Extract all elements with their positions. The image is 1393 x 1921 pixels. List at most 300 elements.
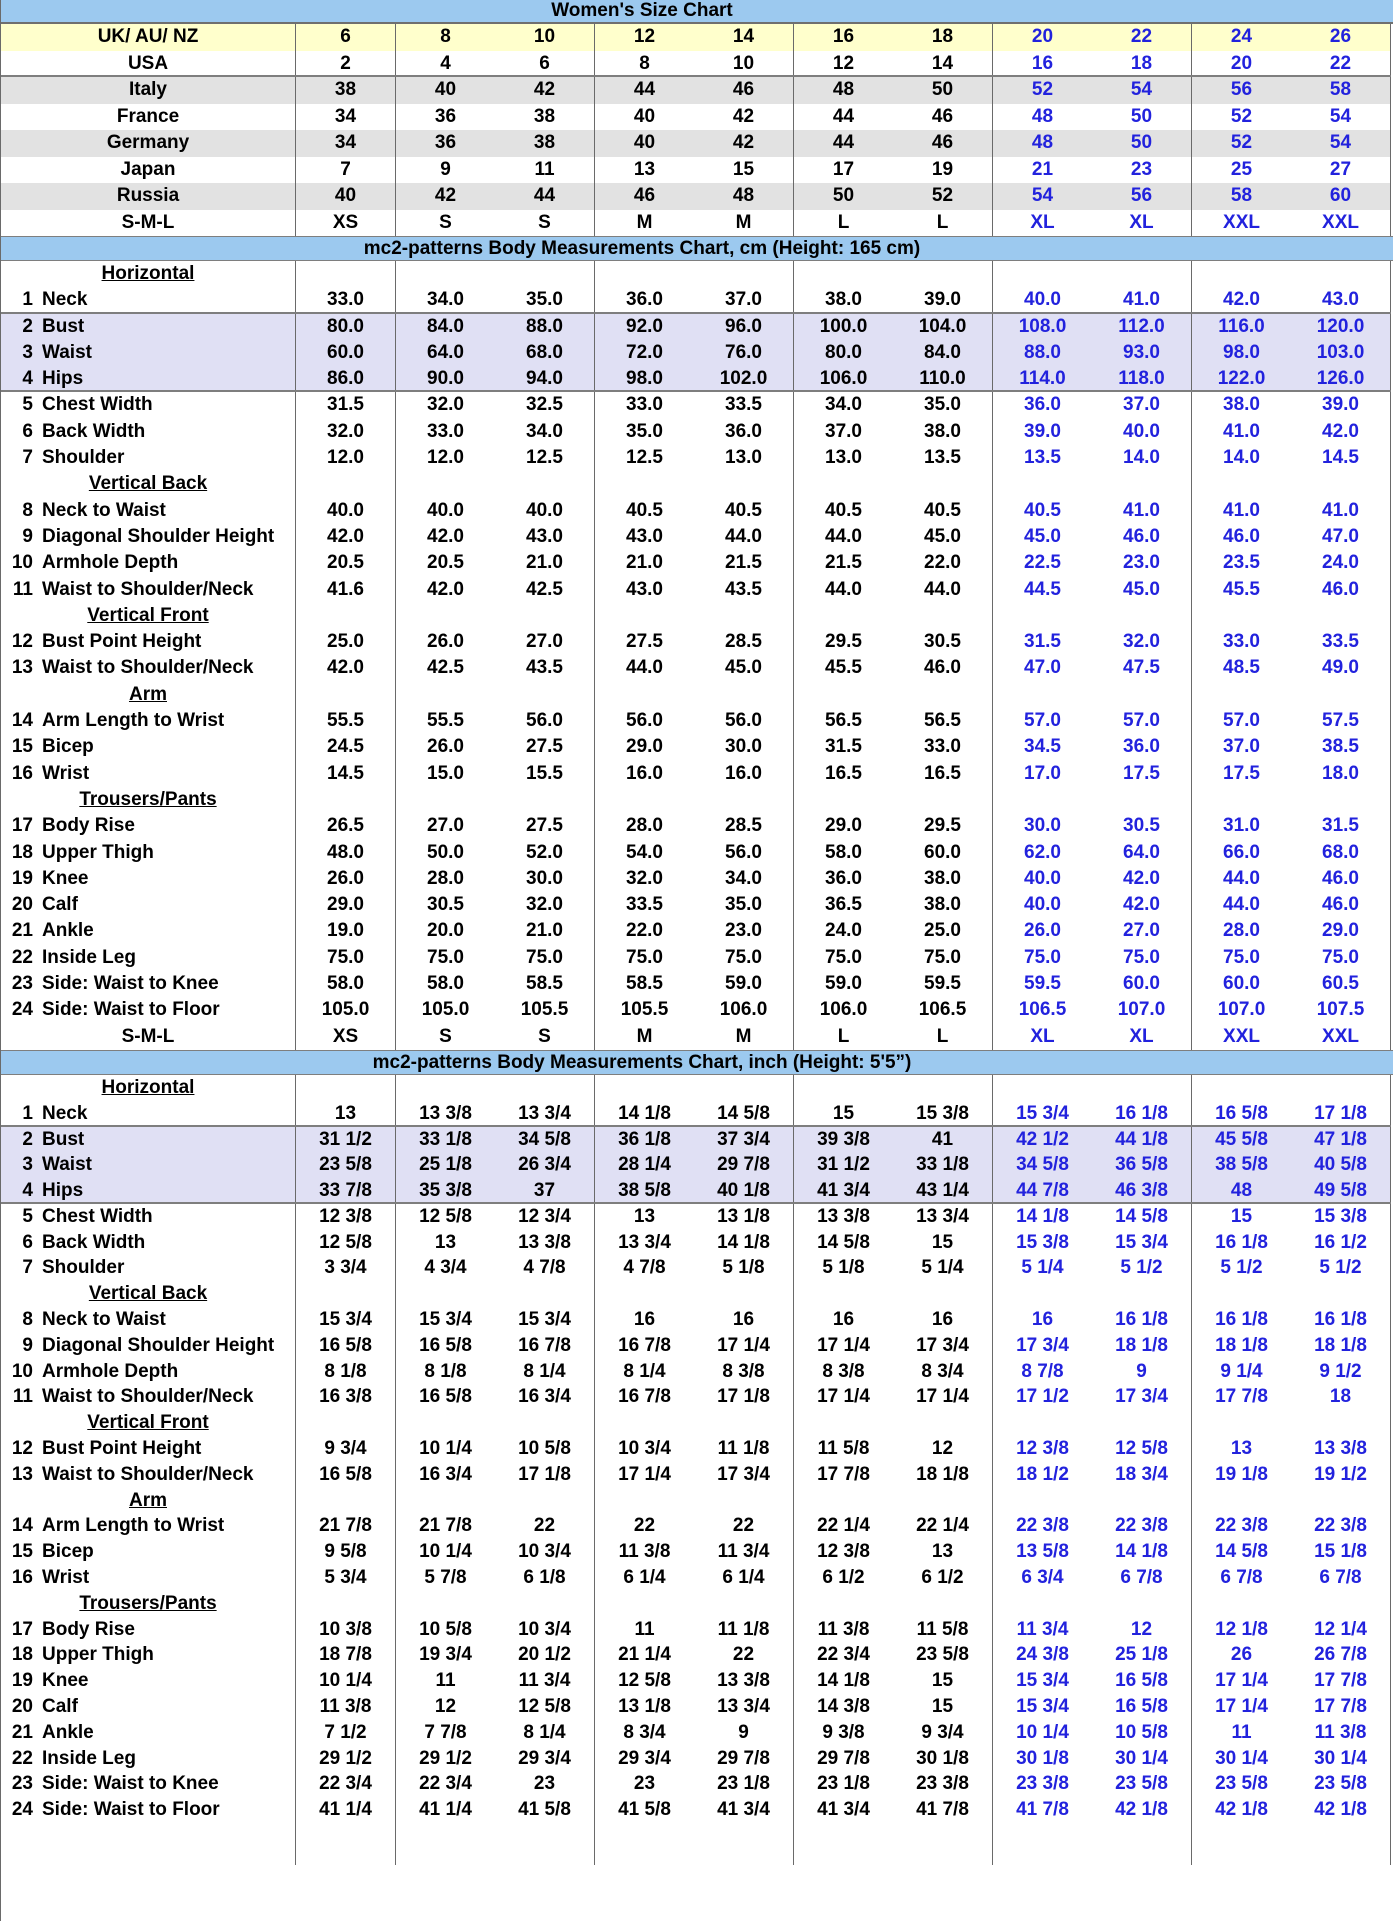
value-cell: 45.0 bbox=[893, 524, 993, 550]
row-name: Neck to Waist bbox=[42, 499, 166, 521]
row-number: 10 bbox=[11, 1360, 33, 1382]
value-cell: 9 1/4 bbox=[1220, 1360, 1263, 1382]
row-bicep bbox=[1, 1539, 1391, 1565]
row-germany bbox=[1, 130, 1391, 157]
value-cell: 29 7/8 bbox=[817, 1747, 870, 1769]
value-cell bbox=[595, 787, 694, 813]
value-cell: 16 7/8 bbox=[618, 1334, 671, 1356]
value-cell: 8 3/4 bbox=[893, 1359, 993, 1385]
row-hips bbox=[1, 366, 1391, 392]
value-cell: 30.0 bbox=[694, 734, 794, 760]
section-row-vertical-front bbox=[1, 1410, 1391, 1436]
value-cell: 29 7/8 bbox=[694, 1152, 794, 1178]
value-cell: 23 5/8 bbox=[893, 1642, 993, 1668]
row-name: Waist bbox=[42, 341, 92, 363]
value-cell bbox=[993, 1591, 1092, 1617]
value-cell: 37.0 bbox=[694, 287, 794, 311]
value-cell: 7 1/2 bbox=[296, 1720, 396, 1746]
row-italy bbox=[1, 77, 1391, 104]
value-cell: 114.0 bbox=[1019, 368, 1066, 390]
value-cell: 48 bbox=[694, 183, 794, 210]
value-cell: 34.0 bbox=[694, 866, 794, 892]
value-cell: 34.0 bbox=[825, 394, 862, 416]
row-name: Ankle bbox=[42, 920, 94, 942]
row-label bbox=[1, 708, 296, 734]
value-cell bbox=[993, 1823, 1092, 1865]
row-label bbox=[1, 1101, 296, 1125]
row-name: Bust bbox=[42, 315, 85, 337]
row-arm-length-to-wrist bbox=[1, 1513, 1391, 1539]
value-cell: 50 bbox=[832, 185, 855, 206]
value-cell: 22 bbox=[694, 1642, 794, 1668]
section-row-vertical-back bbox=[1, 471, 1391, 497]
value-cell: 14.0 bbox=[1223, 447, 1260, 469]
row-number: 13 bbox=[11, 657, 33, 679]
value-cell: 8 7/8 bbox=[1021, 1360, 1064, 1382]
row-label: UK/ AU/ NZ bbox=[1, 24, 296, 51]
value-cell: 58.0 bbox=[296, 971, 396, 997]
value-cell: 75.0 bbox=[1024, 946, 1061, 968]
value-cell: 29.0 bbox=[825, 815, 862, 837]
row-name: Waist to Shoulder/Neck bbox=[42, 657, 254, 679]
row-label: S-M-L bbox=[1, 210, 296, 237]
value-cell bbox=[296, 682, 396, 708]
value-cell: 9 3/4 bbox=[893, 1720, 993, 1746]
value-cell: 29 3/4 bbox=[495, 1746, 595, 1772]
value-cell: 6 7/8 bbox=[1220, 1567, 1263, 1589]
value-cell bbox=[396, 1488, 495, 1514]
row-name: Inside Leg bbox=[42, 1747, 136, 1769]
value-cell bbox=[694, 261, 794, 287]
value-cell: 44 1/8 bbox=[1092, 1127, 1192, 1153]
value-cell: 40.5 bbox=[893, 498, 993, 524]
value-cell: 50 bbox=[1092, 104, 1192, 131]
value-cell: 9 5/8 bbox=[296, 1539, 396, 1565]
value-cell: 50.0 bbox=[427, 841, 464, 863]
value-cell bbox=[694, 1823, 794, 1865]
value-cell: 42.0 bbox=[296, 524, 396, 550]
row-waist-to-shoulder-neck bbox=[1, 1462, 1391, 1488]
row-label bbox=[1, 1281, 296, 1307]
value-cell: 44 7/8 bbox=[1016, 1180, 1069, 1202]
value-cell: 6 7/8 bbox=[1092, 1565, 1192, 1591]
value-cell bbox=[1092, 787, 1192, 813]
value-cell: 11 3/8 bbox=[1291, 1720, 1391, 1746]
row-russia bbox=[1, 183, 1391, 210]
value-cell: 44.0 bbox=[893, 577, 993, 603]
value-cell: 62.0 bbox=[1024, 841, 1061, 863]
value-cell: 16 bbox=[1031, 52, 1054, 74]
value-cell: 12 bbox=[832, 52, 855, 74]
value-cell: 14 1/8 bbox=[817, 1670, 870, 1692]
row-waist bbox=[1, 1152, 1391, 1178]
value-cell: 86.0 bbox=[296, 366, 396, 390]
value-cell: 26.5 bbox=[296, 813, 396, 839]
inch-chart-title: mc2-patterns Body Measurements Chart, inch (Height: 5'5”) bbox=[1, 1050, 1393, 1075]
value-cell: 10 5/8 bbox=[495, 1436, 595, 1462]
value-cell: 42.5 bbox=[495, 577, 595, 603]
row-label bbox=[1, 682, 296, 708]
value-cell: 21.0 bbox=[495, 918, 595, 944]
value-cell: 22 1/4 bbox=[893, 1513, 993, 1539]
value-cell: 30.5 bbox=[893, 629, 993, 655]
value-cell: 42.0 bbox=[296, 655, 396, 681]
value-cell: 18 bbox=[1092, 51, 1192, 76]
value-cell bbox=[495, 603, 595, 629]
row-number: 2 bbox=[22, 315, 33, 337]
row-label bbox=[1, 261, 296, 287]
row-label bbox=[1, 1152, 296, 1178]
value-cell bbox=[794, 787, 893, 813]
value-cell: 15 bbox=[694, 157, 794, 184]
value-cell: 42.0 bbox=[1291, 419, 1391, 445]
value-cell: 41 5/8 bbox=[618, 1799, 671, 1821]
value-cell: 42.5 bbox=[427, 657, 464, 679]
value-cell: 107.0 bbox=[1217, 999, 1266, 1021]
value-cell: 38.5 bbox=[1291, 734, 1391, 760]
row-number: 10 bbox=[11, 552, 33, 574]
value-cell: 40.0 bbox=[1024, 894, 1061, 916]
value-cell bbox=[1291, 1075, 1391, 1101]
value-cell: 40.5 bbox=[694, 498, 794, 524]
row-label bbox=[1, 1307, 296, 1333]
value-cell: 88.0 bbox=[1024, 341, 1061, 363]
value-cell: 118.0 bbox=[1092, 366, 1192, 390]
row-name: Neck bbox=[42, 1102, 88, 1124]
value-cell: 31 1/2 bbox=[296, 1127, 396, 1153]
row-japan bbox=[1, 157, 1391, 184]
value-cell: 15.5 bbox=[495, 761, 595, 787]
value-cell: 13.5 bbox=[893, 445, 993, 471]
value-cell: 23 bbox=[495, 1771, 595, 1797]
value-cell: 75.0 bbox=[296, 945, 396, 971]
value-cell: 11 3/8 bbox=[817, 1618, 870, 1640]
value-cell: 47.5 bbox=[1092, 655, 1192, 681]
value-cell bbox=[993, 1488, 1092, 1514]
row-name: Ankle bbox=[42, 1721, 94, 1743]
value-cell bbox=[296, 1591, 396, 1617]
value-cell: 54.0 bbox=[626, 841, 663, 863]
value-cell: 57.5 bbox=[1291, 708, 1391, 734]
value-cell bbox=[993, 1410, 1092, 1436]
row-number: 1 bbox=[22, 289, 33, 311]
value-cell: 12.5 bbox=[626, 447, 663, 469]
row-body-rise bbox=[1, 813, 1391, 839]
row-number: 3 bbox=[22, 1154, 33, 1176]
row-neck bbox=[1, 1101, 1391, 1127]
row-label bbox=[1, 1539, 296, 1565]
value-cell: 16 bbox=[832, 26, 855, 47]
value-cell: 40.5 bbox=[626, 499, 663, 521]
value-cell bbox=[595, 471, 694, 497]
value-cell bbox=[296, 1410, 396, 1436]
value-cell: 105.0 bbox=[296, 997, 396, 1023]
value-cell: 32.0 bbox=[427, 394, 464, 416]
value-cell bbox=[893, 787, 993, 813]
value-cell bbox=[694, 471, 794, 497]
value-cell: 17 1/4 bbox=[817, 1334, 870, 1356]
value-cell bbox=[396, 787, 495, 813]
row-ankle bbox=[1, 918, 1391, 944]
row-label: Germany bbox=[1, 130, 296, 157]
value-cell bbox=[1192, 1410, 1291, 1436]
value-cell: 56 bbox=[1092, 183, 1192, 210]
value-cell: 11 5/8 bbox=[893, 1617, 993, 1643]
value-cell: 17 1/2 bbox=[1016, 1386, 1069, 1408]
value-cell: 22 3/8 bbox=[1215, 1515, 1268, 1537]
row-label bbox=[1, 603, 296, 629]
row-number: 20 bbox=[11, 1696, 33, 1718]
value-cell: 13.5 bbox=[1024, 447, 1061, 469]
value-cell: XXL bbox=[1223, 211, 1260, 233]
value-cell: 36 bbox=[434, 105, 457, 127]
value-cell bbox=[794, 1823, 893, 1865]
row-empty bbox=[1, 1823, 1391, 1865]
value-cell: 22 bbox=[1291, 51, 1391, 76]
value-cell: 9 3/4 bbox=[296, 1436, 396, 1462]
row-name: Body Rise bbox=[42, 1618, 135, 1640]
value-cell: 56.0 bbox=[694, 708, 794, 734]
value-cell: S bbox=[495, 1024, 595, 1050]
value-cell: 52 bbox=[1031, 79, 1054, 100]
row-name: Chest Width bbox=[42, 1205, 153, 1227]
row-label bbox=[1, 471, 296, 497]
value-cell: 11 3/4 bbox=[495, 1668, 595, 1694]
value-cell: 27.0 bbox=[495, 629, 595, 655]
value-cell bbox=[396, 471, 495, 497]
value-cell: 41 3/4 bbox=[817, 1799, 870, 1821]
value-cell bbox=[1291, 1591, 1391, 1617]
value-cell bbox=[495, 471, 595, 497]
value-cell: 20.0 bbox=[427, 920, 464, 942]
value-cell: 45.5 bbox=[825, 657, 862, 679]
row-calf bbox=[1, 892, 1391, 918]
value-cell: 22 3/4 bbox=[419, 1773, 472, 1795]
row-number: 6 bbox=[22, 1231, 33, 1253]
row-upper-thigh bbox=[1, 1642, 1391, 1668]
row-neck-to-waist bbox=[1, 1307, 1391, 1333]
value-cell: 48 bbox=[1031, 105, 1054, 127]
row-name: Waist bbox=[42, 1154, 92, 1176]
value-cell: 11 bbox=[634, 1618, 655, 1640]
value-cell: 29 3/4 bbox=[618, 1747, 671, 1769]
value-cell: 13 3/8 bbox=[1291, 1436, 1391, 1462]
row-number: 4 bbox=[22, 1180, 33, 1202]
value-cell bbox=[495, 1075, 595, 1101]
value-cell: 29 7/8 bbox=[694, 1746, 794, 1772]
value-cell: 30.5 bbox=[427, 894, 464, 916]
value-cell: 107.0 bbox=[1092, 997, 1192, 1023]
value-cell: 45 5/8 bbox=[1215, 1128, 1268, 1150]
row-usa bbox=[1, 51, 1391, 78]
row-number: 20 bbox=[11, 894, 33, 916]
value-cell bbox=[893, 1591, 993, 1617]
row-neck-to-waist bbox=[1, 498, 1391, 524]
value-cell: 15 bbox=[893, 1230, 993, 1256]
value-cell: 25 1/8 bbox=[1092, 1642, 1192, 1668]
value-cell: 46 3/8 bbox=[1092, 1178, 1192, 1202]
row-label bbox=[1, 1230, 296, 1256]
value-cell: 18 3/4 bbox=[1092, 1462, 1192, 1488]
value-cell bbox=[1291, 1410, 1391, 1436]
section-row-horizontal bbox=[1, 1075, 1391, 1101]
value-cell bbox=[296, 1823, 396, 1865]
value-cell: 14 5/8 bbox=[694, 1101, 794, 1125]
value-cell: 36.0 bbox=[694, 419, 794, 445]
value-cell: 33.0 bbox=[626, 394, 663, 416]
value-cell: 12 5/8 bbox=[296, 1230, 396, 1256]
value-cell: 11 1/8 bbox=[694, 1617, 794, 1643]
value-cell: 11 3/8 bbox=[296, 1694, 396, 1720]
value-cell: 16 1/8 bbox=[1092, 1101, 1192, 1125]
value-cell: 41 7/8 bbox=[1016, 1799, 1069, 1821]
value-cell bbox=[296, 787, 396, 813]
row-chest-width bbox=[1, 1204, 1391, 1230]
row-number: 8 bbox=[22, 1309, 33, 1331]
value-cell: 33.0 bbox=[1223, 631, 1260, 653]
value-cell: 12.0 bbox=[427, 447, 464, 469]
value-cell: 55.5 bbox=[296, 708, 396, 734]
value-cell bbox=[495, 1591, 595, 1617]
value-cell bbox=[296, 1281, 396, 1307]
value-cell bbox=[1092, 1823, 1192, 1865]
row-number: 13 bbox=[11, 1463, 33, 1485]
row-label bbox=[1, 314, 296, 340]
row-shoulder bbox=[1, 1255, 1391, 1281]
row-ankle bbox=[1, 1720, 1391, 1746]
row-name: Knee bbox=[42, 1670, 89, 1692]
value-cell: 100.0 bbox=[819, 315, 868, 337]
value-cell: 16.5 bbox=[825, 762, 862, 784]
row-france bbox=[1, 104, 1391, 131]
value-cell: 14 bbox=[893, 51, 993, 76]
value-cell: 15 bbox=[1230, 1205, 1253, 1227]
value-cell: 19 bbox=[893, 157, 993, 184]
row-label bbox=[1, 1075, 296, 1101]
value-cell: 103.0 bbox=[1291, 340, 1391, 366]
value-cell bbox=[694, 1410, 794, 1436]
value-cell bbox=[1192, 261, 1291, 287]
value-cell: 33.0 bbox=[893, 734, 993, 760]
row-label: Japan bbox=[1, 157, 296, 184]
value-cell: 28.0 bbox=[1223, 920, 1260, 942]
value-cell: 16 5/8 bbox=[1092, 1694, 1192, 1720]
value-cell bbox=[296, 1075, 396, 1101]
row-number: 21 bbox=[11, 1721, 33, 1743]
value-cell bbox=[794, 682, 893, 708]
row-label bbox=[1, 1823, 296, 1865]
value-cell: 26.0 bbox=[427, 736, 464, 758]
value-cell: 17 1/4 bbox=[817, 1386, 870, 1408]
value-cell: 15 1/8 bbox=[1291, 1539, 1391, 1565]
value-cell: 9 bbox=[440, 158, 451, 180]
value-cell bbox=[1192, 1488, 1291, 1514]
value-cell bbox=[296, 471, 396, 497]
value-cell bbox=[993, 471, 1092, 497]
value-cell: 19 1/8 bbox=[1215, 1463, 1268, 1485]
value-cell: 42 1/8 bbox=[1092, 1797, 1192, 1823]
value-cell: 42 bbox=[495, 77, 595, 104]
row-label bbox=[1, 340, 296, 366]
value-cell: XL bbox=[1030, 1025, 1055, 1047]
value-cell: 10 bbox=[694, 51, 794, 76]
value-cell: 16.0 bbox=[626, 762, 663, 784]
value-cell: 9 bbox=[1092, 1359, 1192, 1385]
row-name: Back Width bbox=[42, 1231, 146, 1253]
row-label bbox=[1, 1384, 296, 1410]
value-cell bbox=[595, 1075, 694, 1101]
value-cell: 29.0 bbox=[1291, 918, 1391, 944]
value-cell: 29.5 bbox=[825, 631, 862, 653]
value-cell: 15.0 bbox=[427, 762, 464, 784]
value-cell: 42.0 bbox=[1223, 289, 1260, 311]
row-name: Back Width bbox=[42, 420, 146, 442]
value-cell: 42 1/2 bbox=[1016, 1128, 1069, 1150]
value-cell: 75.0 bbox=[1092, 945, 1192, 971]
value-cell: 98.0 bbox=[1223, 341, 1260, 363]
value-cell: 23 5/8 bbox=[1092, 1771, 1192, 1797]
value-cell: 38.0 bbox=[1223, 394, 1260, 416]
value-cell: 33.0 bbox=[427, 420, 464, 442]
value-cell: XL bbox=[1092, 210, 1192, 237]
value-cell: 68.0 bbox=[1291, 840, 1391, 866]
value-cell: 5 7/8 bbox=[424, 1567, 467, 1589]
value-cell: 52 bbox=[893, 183, 993, 210]
row-shoulder bbox=[1, 445, 1391, 471]
value-cell: 6 1/2 bbox=[822, 1567, 865, 1589]
value-cell: 60.0 bbox=[1092, 971, 1192, 997]
value-cell: 45.5 bbox=[1223, 578, 1260, 600]
value-cell: 38.0 bbox=[893, 892, 993, 918]
value-cell: 13 bbox=[893, 1539, 993, 1565]
value-cell: 31.0 bbox=[1223, 815, 1260, 837]
value-cell: 12 5/8 bbox=[495, 1694, 595, 1720]
value-cell: 15 3/4 bbox=[1016, 1696, 1069, 1718]
value-cell: 10 5/8 bbox=[419, 1618, 472, 1640]
value-cell bbox=[296, 1488, 396, 1514]
value-cell: 27.5 bbox=[626, 631, 663, 653]
value-cell: 45.0 bbox=[1024, 525, 1061, 547]
value-cell: 92.0 bbox=[626, 315, 663, 337]
value-cell: 19 1/2 bbox=[1291, 1462, 1391, 1488]
row-upper-thigh bbox=[1, 840, 1391, 866]
value-cell: 30 1/8 bbox=[1016, 1747, 1069, 1769]
value-cell: 75.0 bbox=[893, 945, 993, 971]
value-cell bbox=[1192, 787, 1291, 813]
row-name: Calf bbox=[42, 894, 78, 916]
section-row-trousers-pants bbox=[1, 1591, 1391, 1617]
value-cell: 40.0 bbox=[427, 499, 464, 521]
value-cell bbox=[694, 1591, 794, 1617]
value-cell: 44.0 bbox=[626, 657, 663, 679]
value-cell: 40 bbox=[296, 183, 396, 210]
value-cell bbox=[1192, 603, 1291, 629]
value-cell: 31 1/2 bbox=[817, 1154, 870, 1176]
section-label: Arm bbox=[128, 683, 167, 705]
value-cell: 75.0 bbox=[427, 946, 464, 968]
value-cell: 36 bbox=[434, 132, 457, 153]
value-cell bbox=[893, 603, 993, 629]
value-cell: 22 3/4 bbox=[817, 1644, 870, 1666]
section-label: Vertical Back bbox=[88, 1283, 208, 1305]
value-cell: 43.5 bbox=[495, 655, 595, 681]
value-cell: 40 1/8 bbox=[694, 1178, 794, 1202]
value-cell: 104.0 bbox=[893, 314, 993, 340]
cm-chart-title: mc2-patterns Body Measurements Chart, cm (Height: 165 cm) bbox=[1, 236, 1393, 261]
row-label bbox=[1, 1462, 296, 1488]
row-name: Side: Waist to Floor bbox=[42, 1799, 220, 1821]
value-cell: 40.0 bbox=[495, 498, 595, 524]
